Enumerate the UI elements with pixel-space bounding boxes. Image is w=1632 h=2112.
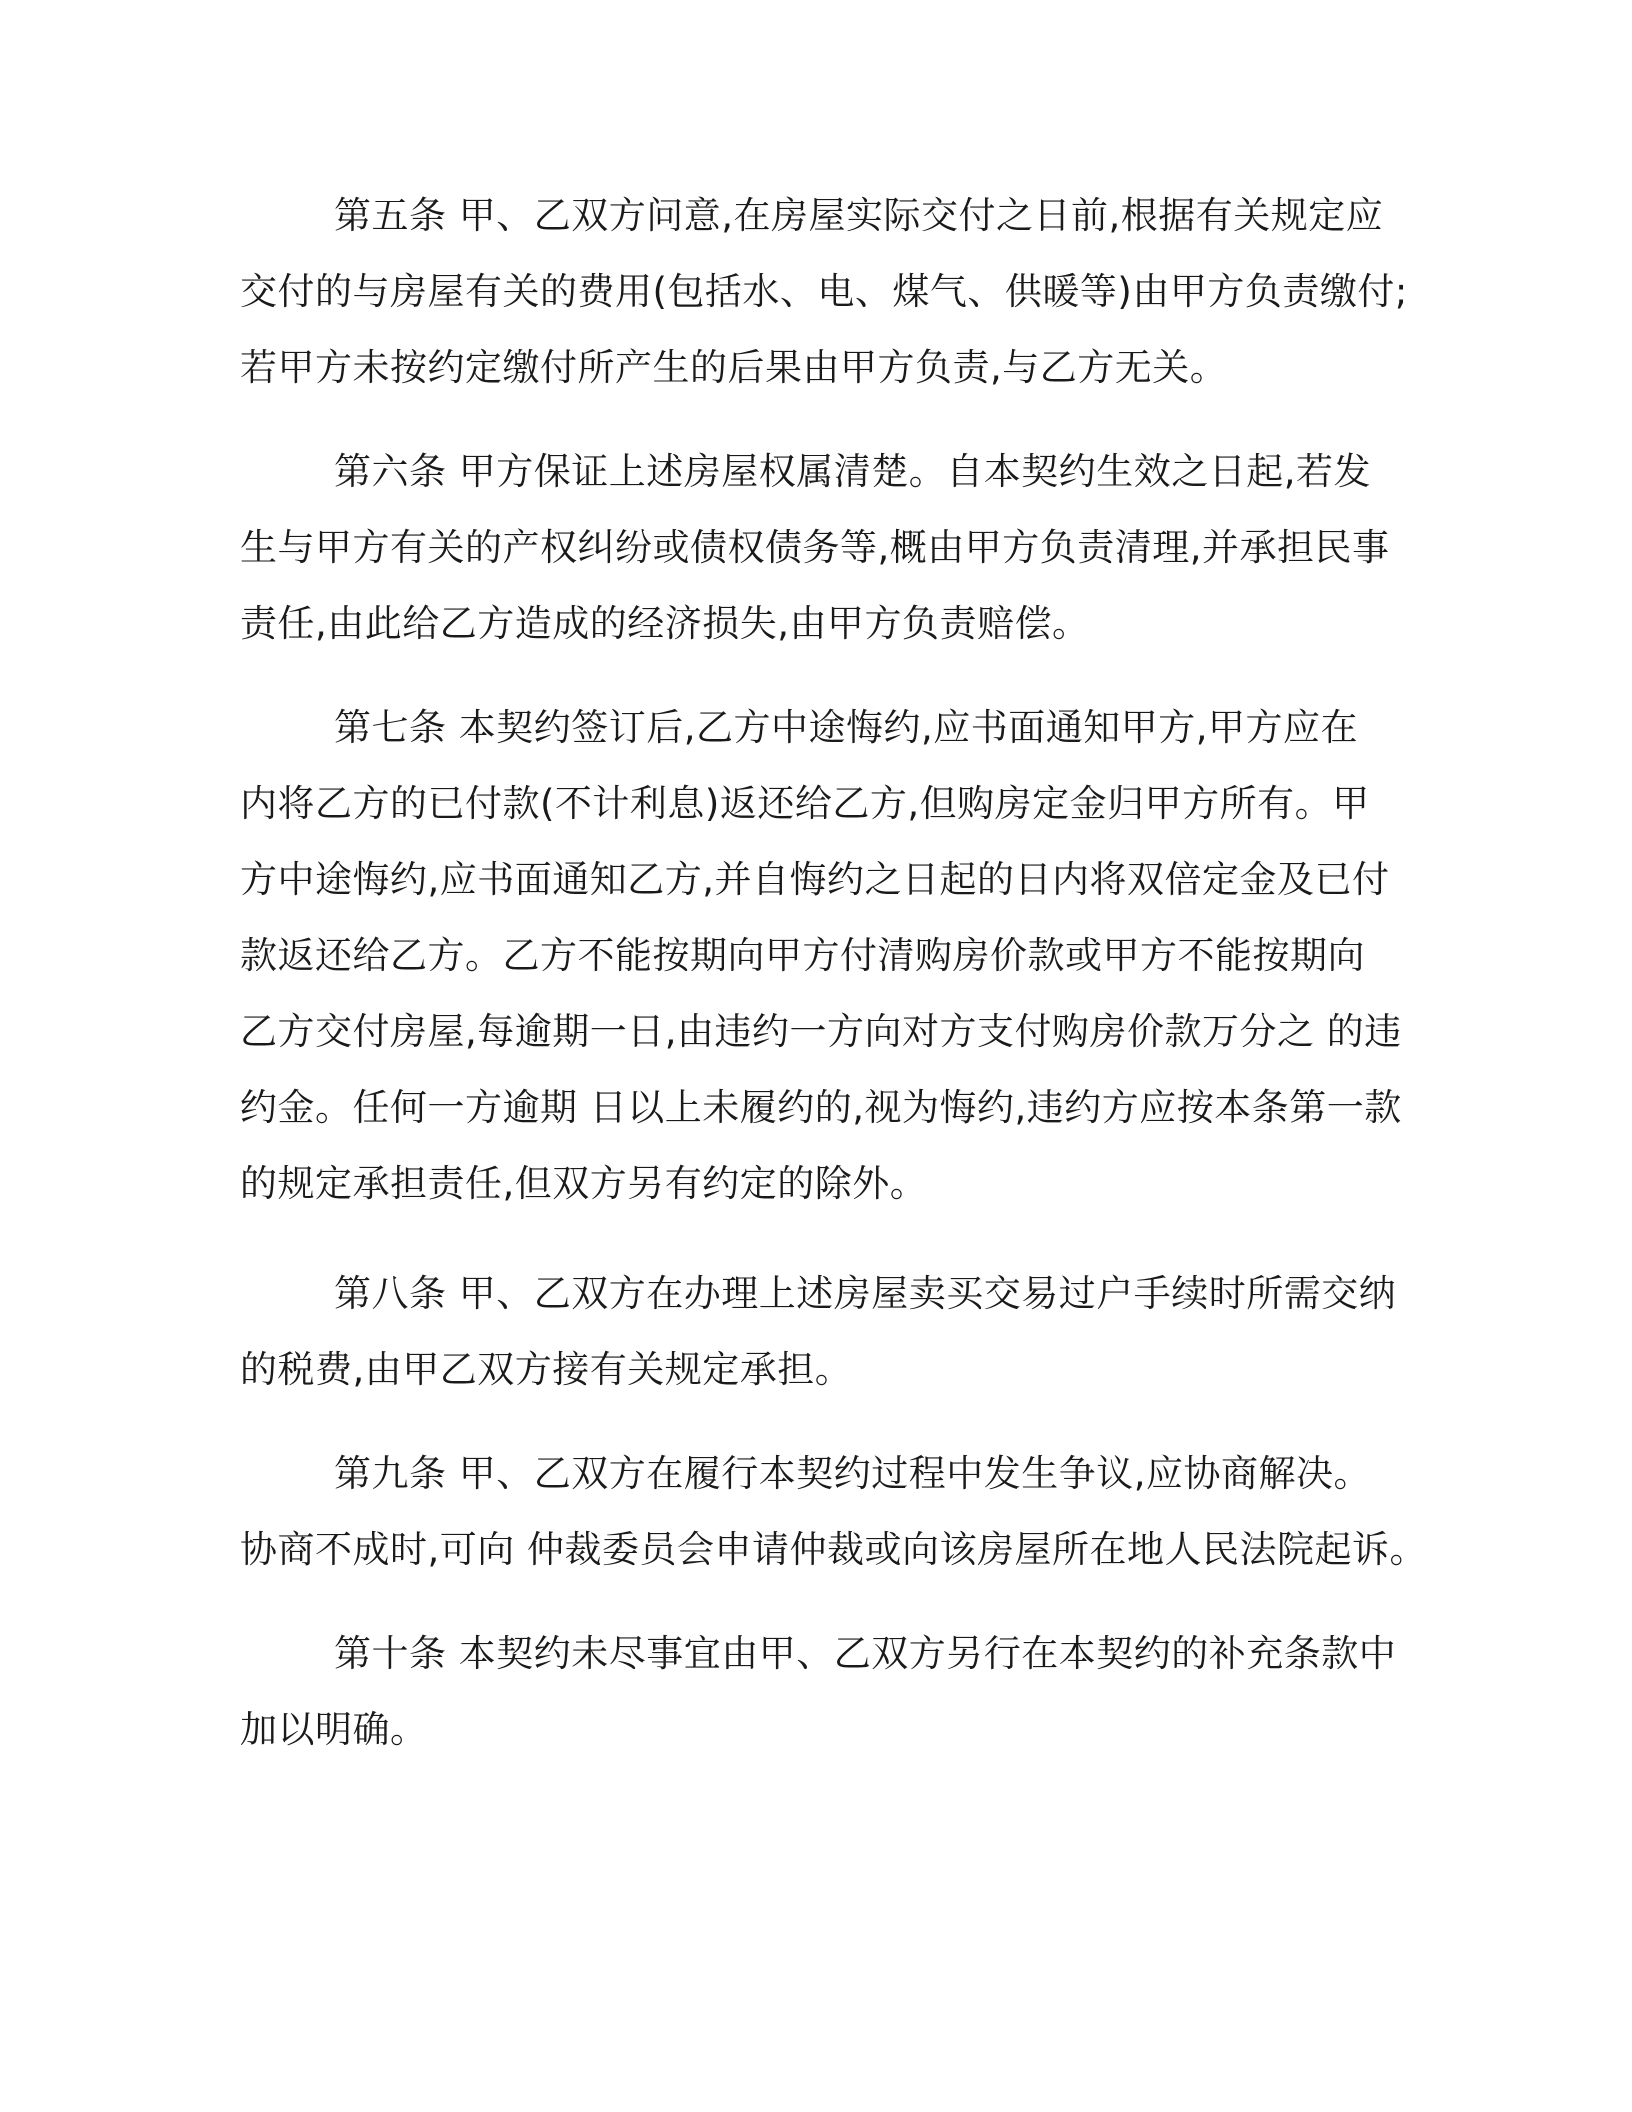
article-6-paragraph [240, 434, 1390, 662]
text-line: 乙方交付房屋,每逾期一日,由违约一方向对方支付购房价款万分之 的违 [240, 1010, 1402, 1053]
text-line: 生与甲方有关的产权纠纷或债权债务等,概由甲方负责清理,并承担民事 [240, 526, 1390, 569]
text-line: 加以明确。 [240, 1708, 428, 1751]
text-line: 若甲方未按约定缴付所产生的后果由甲方负责,与乙方无关。 [240, 346, 1228, 389]
text-line: 第五条 甲、乙双方问意,在房屋实际交付之日前,根据有关规定应 [334, 194, 1384, 237]
text-line: 协商不成时,可向 仲裁委员会申请仲裁或向该房屋所在地人民法院起诉。 [240, 1528, 1428, 1571]
text-line: 款返还给乙方。乙方不能按期向甲方付清购房价款或甲方不能按期向 [240, 934, 1365, 977]
text-line: 第九条 甲、乙双方在履行本契约过程中发生争议,应协商解决。 [334, 1452, 1372, 1495]
text-line: 的规定承担责任,但双方另有约定的除外。 [240, 1162, 928, 1205]
article-7-paragraph [240, 690, 1402, 1222]
text-line: 的税费,由甲乙双方接有关规定承担。 [240, 1348, 853, 1391]
text-line: 第十条 本契约未尽事宜由甲、乙双方另行在本契约的补充条款中 [334, 1632, 1397, 1675]
text-line: 约金。任何一方逾期 日以上未履约的,视为悔约,违约方应按本条第一款 [240, 1086, 1402, 1129]
text-line: 第八条 甲、乙双方在办理上述房屋卖买交易过户手续时所需交纳 [334, 1272, 1397, 1315]
article-5-paragraph [240, 178, 1408, 406]
text-line: 第六条 甲方保证上述房屋权属清楚。自本契约生效之日起,若发 [334, 450, 1372, 493]
text-line: 责任,由此给乙方造成的经济损失,由甲方负责赔偿。 [240, 602, 1090, 645]
article-10-paragraph [240, 1616, 1397, 1768]
text-line: 第七条 本契约签订后,乙方中途悔约,应书面通知甲方,甲方应在 [334, 706, 1359, 749]
text-line: 方中途悔约,应书面通知乙方,并自悔约之日起的日内将双倍定金及已付 [240, 858, 1390, 901]
article-9-paragraph [240, 1436, 1428, 1588]
article-8-paragraph [240, 1256, 1397, 1408]
text-line: 内将乙方的已付款(不计利息)返还给乙方,但购房定金归甲方所有。甲 [240, 782, 1370, 825]
text-line: 交付的与房屋有关的费用(包括水、电、煤气、供暖等)由甲方负责缴付; [240, 270, 1408, 313]
